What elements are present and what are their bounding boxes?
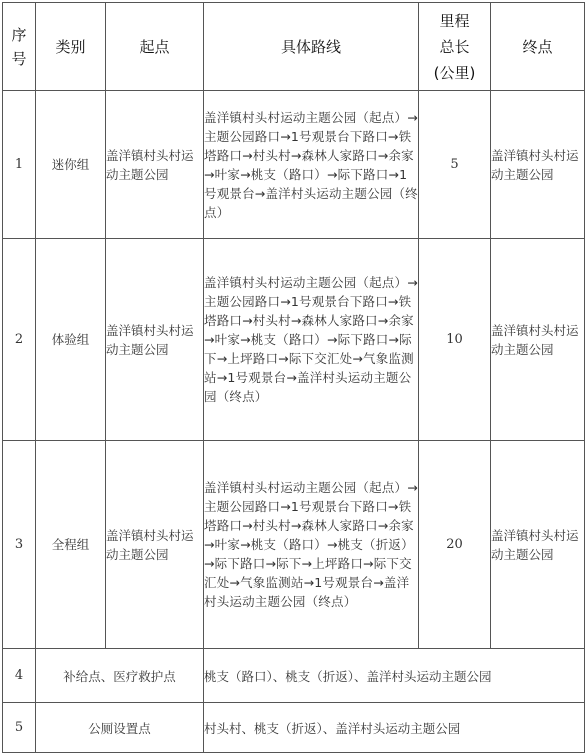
row-start: 盖洋镇村头村运动主题公园 [106, 441, 204, 649]
row-end: 盖洋镇村头村运动主题公园 [491, 441, 585, 649]
row-num: 1 [3, 91, 36, 239]
table-row [3, 91, 585, 239]
header-route: 具体路线 [204, 3, 419, 91]
row-end: 盖洋镇村头村运动主题公园 [491, 239, 585, 441]
toilet-num: 5 [3, 703, 36, 753]
header-distance-line2: 总长 [439, 37, 470, 56]
table-row [3, 441, 585, 649]
row-end: 盖洋镇村头村运动主题公园 [491, 91, 585, 239]
supply-num: 4 [3, 649, 36, 703]
row-start: 盖洋镇村头村运动主题公园 [106, 91, 204, 239]
row-num: 2 [3, 239, 36, 441]
toilet-value: 村头村、桃支（折返）、盖洋村头运动主题公园 [204, 703, 585, 753]
header-start: 起点 [106, 3, 204, 91]
header-row [3, 3, 585, 91]
supply-value: 桃支（路口）、桃支（折返）、盖洋村头运动主题公园 [204, 649, 585, 703]
table-row [3, 239, 585, 441]
row-distance: 5 [419, 91, 491, 239]
supply-row [3, 649, 585, 703]
row-distance: 10 [419, 239, 491, 441]
header-distance-line1: 里程 [439, 11, 470, 30]
toilet-row [3, 703, 585, 753]
header-distance [419, 3, 491, 91]
route-table [2, 2, 585, 753]
header-category: 类别 [36, 3, 106, 91]
header-end: 终点 [491, 3, 585, 91]
row-route: 盖洋镇村头村运动主题公园（起点）→主题公园路口→1号观景台下路口→铁塔路口→村头村→森林人家路口→余家→叶家→桃支（路口）→际下路口→际下→上坪路口→际下交汇处→气象监测站→1号观景台→盖洋村头运动主题公园（终点） [204, 239, 419, 441]
row-category: 迷你组 [36, 91, 106, 239]
row-start: 盖洋镇村头村运动主题公园 [106, 239, 204, 441]
header-num [3, 3, 36, 91]
row-route: 盖洋镇村头村运动主题公园（起点）→主题公园路口→1号观景台下路口→铁塔路口→村头村→森林人家路口→余家→叶家→桃支（路口）→际下路口→1号观景台→盖洋村头运动主题公园（终点） [204, 91, 419, 239]
row-distance: 20 [419, 441, 491, 649]
row-num: 3 [3, 441, 36, 649]
header-num-text: 序号 [11, 25, 27, 68]
row-route: 盖洋镇村头村运动主题公园（起点）→主题公园路口→1号观景台下路口→铁塔路口→村头村→森林人家路口→余家→叶家→桃支（路口）→桃支（折返）→际下路口→际下→上坪路口→际下交汇处→气象监测站→1号观景台→盖洋村头运动主题公园（终点） [204, 441, 419, 649]
row-category: 体验组 [36, 239, 106, 441]
toilet-label: 公厕设置点 [36, 703, 204, 753]
supply-label: 补给点、医疗救护点 [36, 649, 204, 703]
row-category: 全程组 [36, 441, 106, 649]
header-distance-line3: (公里) [433, 63, 476, 82]
